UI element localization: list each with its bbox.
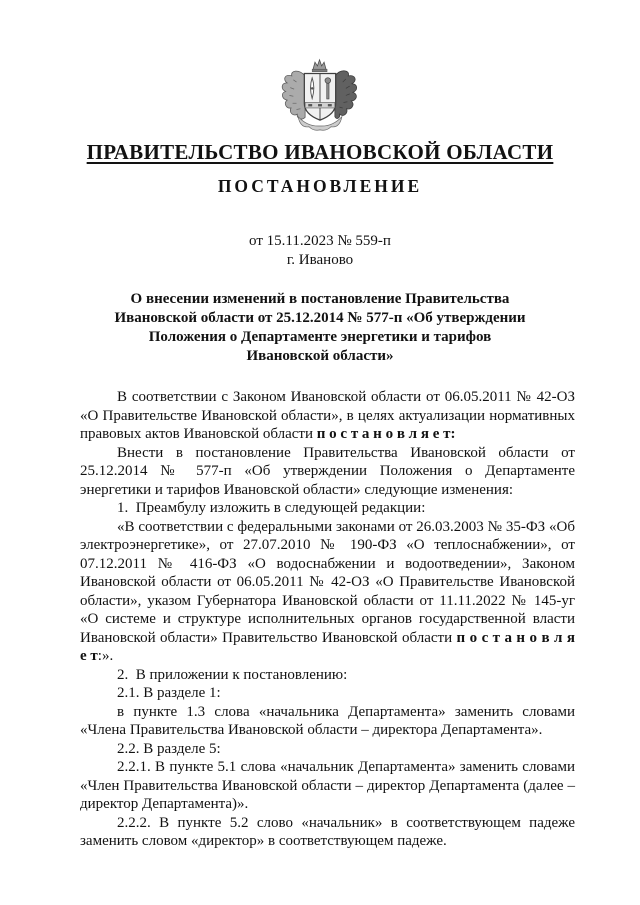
paragraph-text: 2.2. В разделе 5:: [117, 740, 221, 757]
paragraph-text: 1. Преамбулу изложить в следующей редакции:: [117, 500, 426, 516]
authority-name: [0, 140, 640, 165]
document-type-heading: ПОСТАНОВЛЕНИЕ: [217, 176, 423, 196]
authority-name-text: ПРАВИТЕЛЬСТВО ИВАНОВСКОЙ ОБЛАСТИ: [86, 140, 554, 164]
title-line: Ивановской области»: [246, 348, 394, 364]
document-body: [80, 388, 575, 851]
paragraph-text: В соответствии с Законом Ивановской области от 06.05.2011 № 42-ОЗ «О Правительстве Ивановской области», в целях актуализации нормативных правовых актов Ивановской области: [80, 389, 575, 442]
paragraph-emphasis: п о с т а н о в л я е т: [80, 629, 575, 664]
paragraph: [80, 684, 575, 703]
paragraph: [80, 703, 575, 740]
paragraph-text: :».: [97, 648, 114, 664]
paragraph: [80, 758, 575, 814]
paragraph-emphasis: п о с т а н о в л я е т:: [316, 426, 456, 442]
paragraph: [80, 388, 575, 444]
paragraph-text: Внести в постановление Правительства Ивановской области от 25.12.2014 № 577-п «Об утверждении Положения о Департаменте энергетики и тарифов Ивановской области» следующие изменения:: [80, 444, 575, 498]
place-line: г. Иваново: [286, 251, 354, 268]
paragraph-text: 2.2.2. В пункте 5.2 слово «начальник» в соответствующем падеже заменить словом «директор» в соответствующем падеже.: [80, 814, 575, 849]
paragraph-text: 2. В приложении к постановлению:: [117, 666, 348, 683]
paragraph: [80, 444, 575, 500]
paragraph-text: «В соответствии с федеральными законами от 26.03.2003 № 35-ФЗ «Об электроэнергетике», от 27.07.2010 № 190-ФЗ «О теплоснабжении», от 07.12.2011 № 416-ФЗ «О водоснабжении и водоотведении», Законом Ивановской области от 06.05.2011 № 42-ОЗ «О Правительстве Ивановской области», указом Губернатора Ивановской области от 11.11.2022 № 145-уг «О системе и структуре исполнительных органов государственной власти Ивановской области» Правительство Ивановской области: [80, 518, 575, 646]
paragraph-text: в пункте 1.3 слова «начальника Департамента» заменить словами «Члена Правительства Ивановской области – директора Департамента».: [80, 703, 575, 738]
paragraph-text: 2.1. В разделе 1:: [117, 685, 221, 701]
title-line: О внесении изменений в постановление Правительства: [130, 291, 510, 307]
paragraph: [80, 814, 575, 851]
document-title: [0, 290, 640, 366]
paragraph: [80, 740, 575, 759]
paragraph-text: 2.2.1. В пункте 5.1 слова «начальник Департамента» заменить словами «Член Правительства Ивановской области – директор Департамента (далее – директор Департамента)».: [80, 759, 575, 812]
title-line: Ивановской области от 25.12.2014 № 577-п «Об утверждении: [114, 310, 526, 326]
paragraph: [80, 518, 575, 666]
title-line: Положения о Департаменте энергетики и тарифов: [148, 329, 492, 345]
paragraph: [80, 499, 575, 518]
paragraph: [80, 666, 575, 685]
coat-of-arms-icon: [273, 57, 367, 137]
date-and-number: от 15.11.2023 № 559-п: [249, 233, 391, 249]
